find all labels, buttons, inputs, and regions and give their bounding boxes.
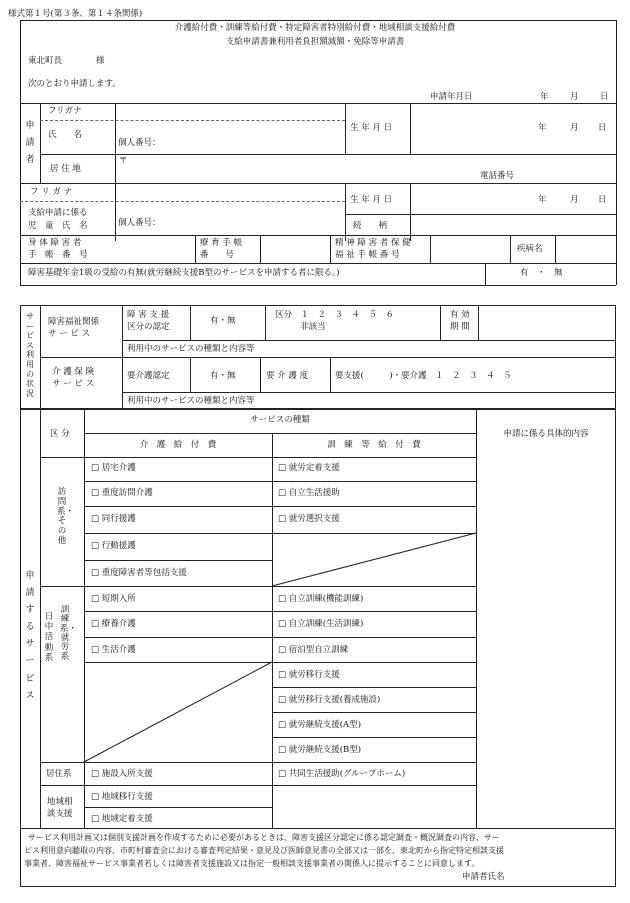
service-checkbox[interactable]: □ 共同生活援助(グループホーム) <box>278 770 405 779</box>
care-insurance-label-1: 介 護 保 険 <box>52 367 95 377</box>
ryoiku-handbook-label-1: 療 育 手 帳 <box>200 238 243 248</box>
group-residential-label: 居住系 <box>46 769 72 779</box>
validity-label-1: 有 効 <box>450 310 470 320</box>
day-label: 日 <box>600 92 609 102</box>
service-checkbox[interactable]: □ 就労継続支援(B型) <box>278 746 361 755</box>
service-checkbox[interactable]: □ 地域移行支援 <box>91 793 153 802</box>
welfare-service-label-2: サ ー ビ ス <box>48 329 91 339</box>
group-visit-label: 訪問系・その他 <box>57 487 75 546</box>
care-cert-yes-no: 有・無 <box>210 371 236 381</box>
service-checkbox[interactable]: □ 居宅介護 <box>91 464 136 473</box>
form-title-line2: 支給申請書兼利用者負担額減額・免除等申請書 <box>225 37 405 47</box>
service-checkbox[interactable]: □ 重度訪問介護 <box>91 489 153 498</box>
phone-label: 電話番号 <box>480 171 515 181</box>
child-dob-label: 生 年 月 日 <box>350 195 393 205</box>
child-name-label-2: 児 童 氏 名 <box>28 221 88 231</box>
physical-handbook-label-1: 身 体 障 害 者 <box>28 238 82 248</box>
form-title-line1: 介護給付費・訓練等給付費・特定障害者特別給付費・地域相談支援給付費 <box>174 23 456 33</box>
service-checkbox[interactable]: □ 就労定着支援 <box>278 464 340 473</box>
service-checkbox[interactable]: □ 生活介護 <box>91 646 136 655</box>
applicant-side-label: 申請者 <box>25 121 35 166</box>
group-community-label-2: 談支援 <box>47 809 73 819</box>
child-furigana-label: フ リ ガ ナ <box>30 187 73 197</box>
disease-label: 疾病名 <box>517 244 543 254</box>
kunren-header: 訓 練 等 給 付 費 <box>327 440 421 450</box>
consent-line-2: ビス利用意向聴取の内容、市町村審査会における審査判定結果・意見及び医師意見書の全部又は一部を、東北町から指定特定相談支援 <box>24 846 504 855</box>
service-checkbox[interactable]: □ 宿泊型自立訓練 <box>278 646 348 655</box>
address-label: 居 住 地 <box>50 164 81 174</box>
detail-header: 申請に係る具体的内容 <box>503 429 589 439</box>
usage-side-label: サービス利用の状況 <box>26 312 34 398</box>
hi-gaitou-option: 非該当 <box>300 322 326 332</box>
day-label: 日 <box>598 123 607 133</box>
year-label: 年 <box>538 195 547 205</box>
mental-handbook-label-1: 精 神 障 害 者 保 健 <box>335 238 411 248</box>
service-checkbox[interactable]: □ 自立訓練(機能訓練) <box>278 595 363 604</box>
kubun-header: 区 分 <box>50 429 70 439</box>
group-community-label-1: 地域相 <box>47 797 73 807</box>
service-kind-header: サービスの種類 <box>250 415 310 425</box>
form-number: 様式第１号(第３条、第１４条関係) <box>8 9 143 19</box>
month-label: 月 <box>570 92 579 102</box>
month-label: 月 <box>570 195 579 205</box>
welfare-service-label-1: 障害福祉関係 <box>48 317 100 327</box>
ryoiku-handbook-label-2: 番 号 <box>200 250 235 260</box>
month-label: 月 <box>570 123 579 133</box>
child-name-label-1: 支給申請に係る <box>28 208 88 218</box>
relation-label: 続 柄 <box>353 221 388 231</box>
service-checkbox[interactable]: □ 同行援護 <box>91 515 136 524</box>
care-cert-label: 要介護認定 <box>127 371 170 381</box>
dob-label: 生 年 月 日 <box>350 123 393 133</box>
service-checkbox[interactable]: □ 地域定着支援 <box>91 815 153 824</box>
kubun-options: 区分 １ ２ ３ ４ ５ ６ <box>275 310 395 320</box>
care-level-label: 要 介 護 度 <box>266 371 309 381</box>
care-insurance-label-2: サ ー ビ ス <box>52 379 95 389</box>
year-label: 年 <box>538 123 547 133</box>
physical-handbook-label-2: 手 帳 番 号 <box>28 250 88 260</box>
service-checkbox[interactable]: □ 就労選択支援 <box>278 515 340 524</box>
intro-text: 次のとおり申請します。 <box>28 79 121 89</box>
kaigo-header: 介 護 給 付 費 <box>139 440 217 450</box>
service-checkbox[interactable]: □ 就労移行支援(養成施設) <box>278 696 380 705</box>
consent-line-3: 事業者、障害福祉サービス事業者若しくは障害者支援施設又は指定一般相談支援事業者の関係人に提示することに同意します。 <box>24 859 480 868</box>
group-daytime-label: 日中活動系 <box>44 612 54 663</box>
postal-mark: 〒 <box>119 156 128 166</box>
service-checkbox[interactable]: □ 就労継続支援(A型) <box>278 721 361 730</box>
support-cert-label-1: 障 害 支 援 <box>127 310 170 320</box>
signature-label: 申請者氏名 <box>462 872 505 882</box>
pension-question: 障害基礎年金1級の受給の有無(就労継続支援B型のサービスを申請する者に限る。) <box>28 268 340 278</box>
support-cert-yes-no: 有・無 <box>210 316 236 326</box>
care-level-options: 要支援( )・要介護 １ ２ ３ ４ ５ <box>335 371 512 381</box>
my-number-label: 個人番号： <box>118 138 161 148</box>
support-cert-label-2: 区分の認定 <box>127 322 170 332</box>
mental-handbook-label-2: 福 祉 手 帳 番 号 <box>335 250 400 260</box>
validity-label-2: 期 間 <box>450 322 470 332</box>
child-my-number-label: 個人番号： <box>118 218 161 228</box>
group-training-label: 訓練系・就労系 <box>60 605 78 662</box>
furigana-label: フリガナ <box>48 106 82 116</box>
service-checkbox[interactable]: □ 行動援護 <box>91 542 136 551</box>
day-label: 日 <box>598 195 607 205</box>
services-side-label: 申請するサービス <box>25 571 35 701</box>
service-checkbox[interactable]: □ 療養介護 <box>91 620 136 629</box>
name-label: 氏 名 <box>48 130 83 140</box>
service-checkbox[interactable]: □ 重度障害者等包括支援 <box>91 569 187 578</box>
pension-options: 有 ・ 無 <box>520 268 563 278</box>
service-checkbox[interactable]: □ 就労移行支援 <box>278 671 340 680</box>
current-services-label: 利用中のサービスの種類と内容等 <box>127 344 255 354</box>
addressee: 東北町長 様 <box>28 56 105 66</box>
service-checkbox[interactable]: □ 自立生活援助 <box>278 489 340 498</box>
consent-line-1: サービス利用計画又は個別支援計画を作成するために必要があるときは、障害支援区分認定に係る認定調査・概況調査の内容、サー <box>28 833 500 842</box>
service-checkbox[interactable]: □ 自立訓練(生活訓練) <box>278 620 363 629</box>
applied-date-label: 申請年月日 <box>430 92 473 102</box>
current-services-label-2: 利用中のサービスの種類と内容等 <box>127 396 255 406</box>
service-checkbox[interactable]: □ 施設入所支援 <box>91 770 153 779</box>
service-checkbox[interactable]: □ 短期入所 <box>91 595 136 604</box>
year-label: 年 <box>540 92 549 102</box>
